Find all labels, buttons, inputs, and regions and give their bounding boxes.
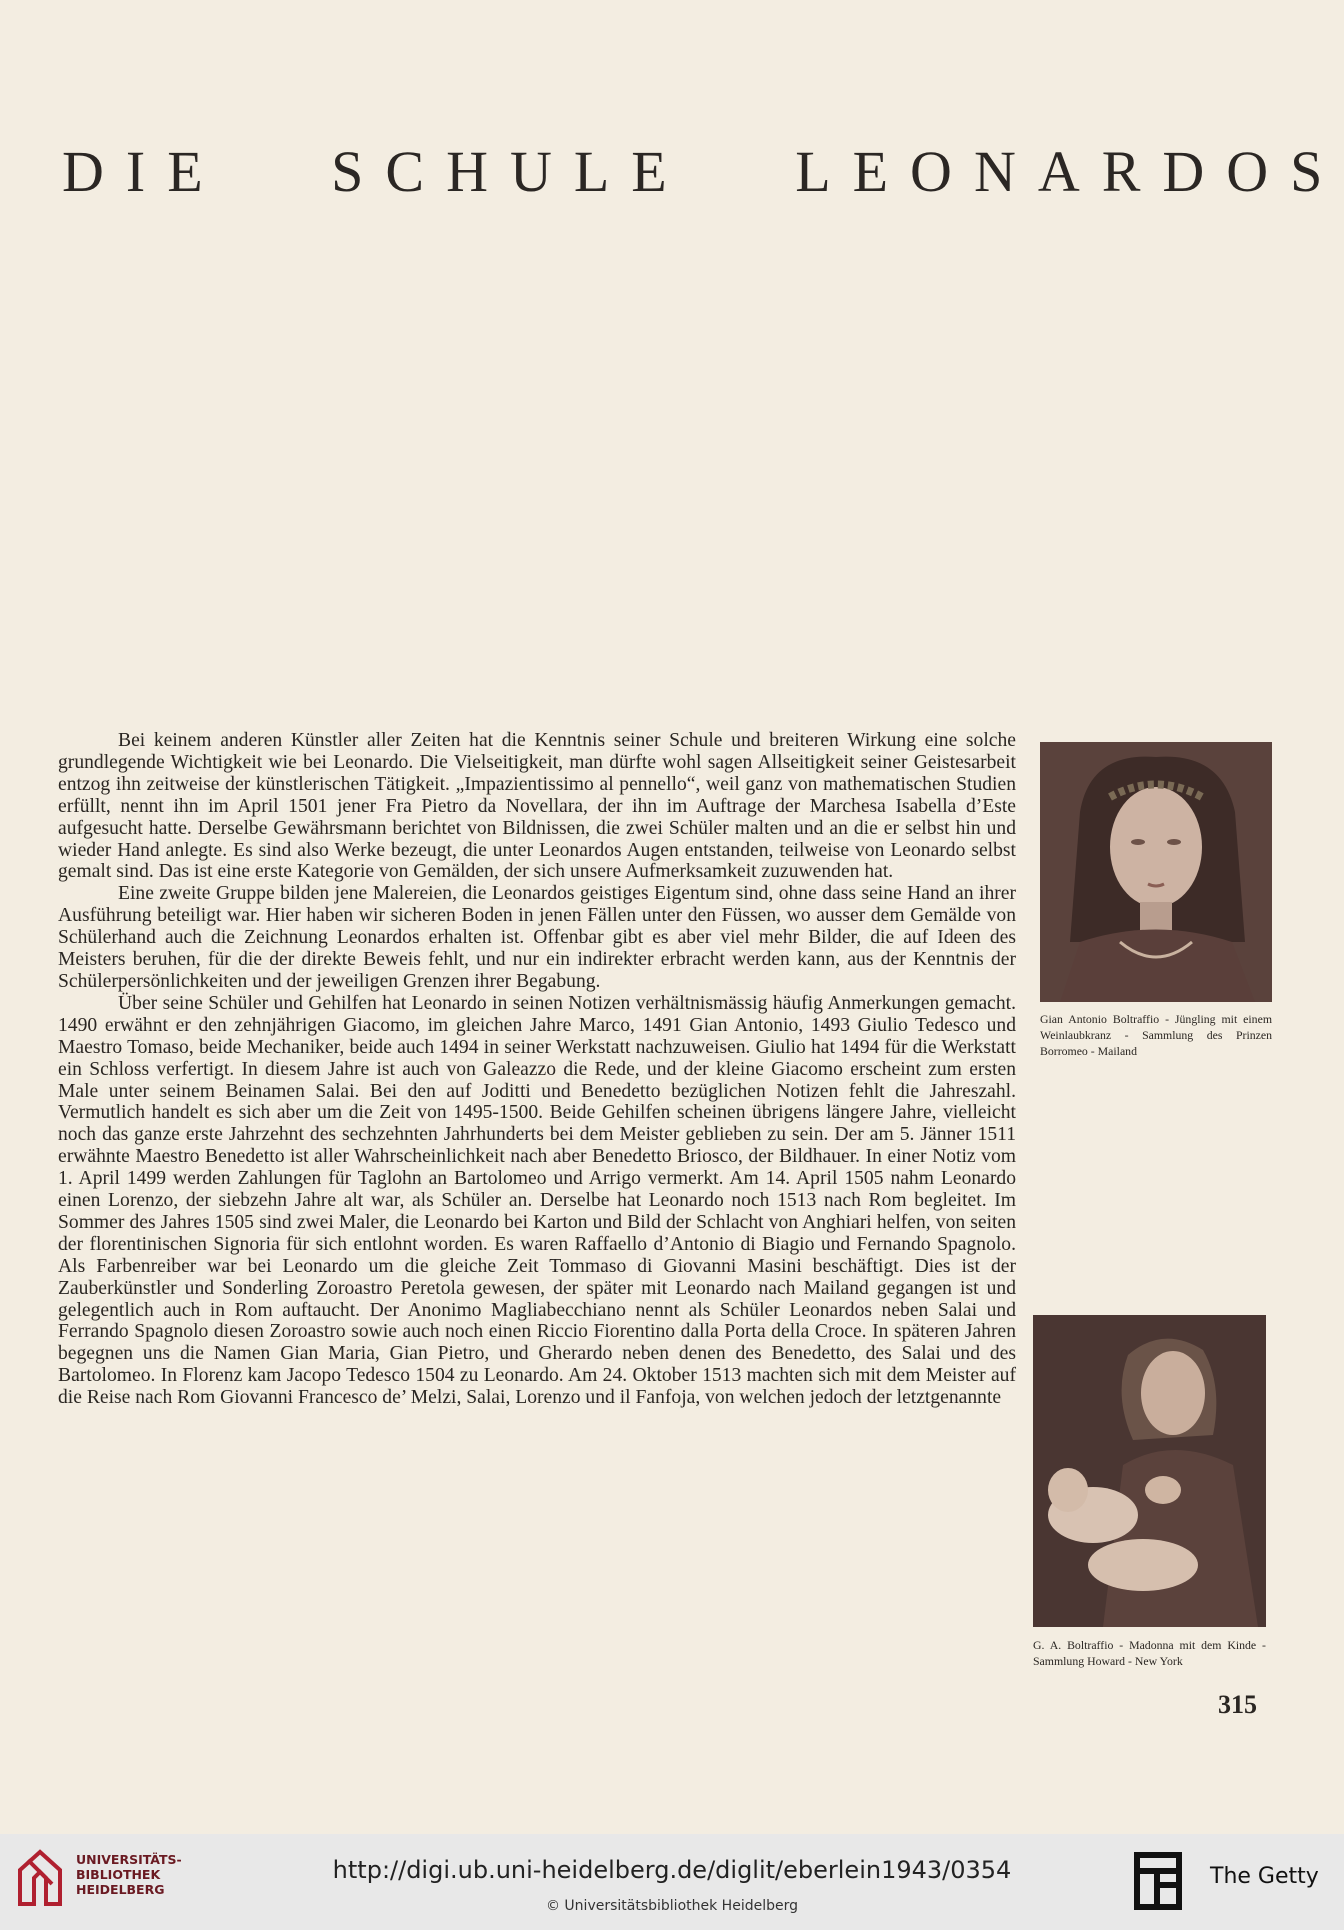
page-title: DIE SCHULE LEONARDOS <box>62 139 1344 204</box>
body-text <box>58 730 1016 1409</box>
partner-name: The Getty <box>1210 1864 1319 1889</box>
page-number: 315 <box>1218 1690 1257 1719</box>
figure-caption: G. A. Boltraffio - Madonna mit dem Kinde - Sammlung Howard - New York <box>1033 1638 1266 1668</box>
getty-logo-icon <box>1132 1850 1184 1912</box>
paragraph: Eine zweite Gruppe bilden jene Malereien, die Leonardos geistiges Eigentum sind, ohne dass seine Hand an ihrer Ausführung beteiligt war. Hier haben wir sicheren Boden in jenen Fällen unter den Füssen, wo ausser dem Gemälde von Schülerhand auch die Zeichnung Leonardos erhalten ist. Offenbar gibt es aber viel mehr Bilder, die auf Ideen des Meisters beruhen, für die der direkte Beweis fehlt, und nur ein indirekter erbracht werden kann, aus der Kenntnis der Schülerpersönlichkeiten und der jeweiligen Grenzen ihrer Begabung. <box>58 883 1016 992</box>
paragraph: Über seine Schüler und Gehilfen hat Leonardo in seinen Notizen verhältnismässig häufig Anmerkungen gemacht. 1490 erwähnt er den zehnjährigen Giacomo, im gleichen Jahre Marco, 1491 Gian Antonio, 1493 Giulio Tedesco und Maestro Tomaso, beide Mechaniker, beide auch 1494 in seiner Werkstatt nachzuweisen. Giulio hat 1494 für die Werkstatt ein Schloss verfertigt. In diesem Jahre ist auch von Galeazzo die Rede, und der kleine Giacomo erscheint zum ersten Male unter seinem Beinamen Salai. Bei den auf Joditti und Benedetto bezüglichen Notizen fehlt die Jahreszahl. Vermutlich handelt es sich aber um die Zeit von 1495-1500. Beide Gehilfen scheinen übrigens längere Jahre, vielleicht noch das ganze erste Jahrzehnt des sechzehnten Jahrhunderts bei dem Meister geblieben zu sein. Der am 5. Jänner 1511 erwähnte Maestro Benedetto ist aller Wahrscheinlichkeit nach aber Benedetto Briosco, der Bildhauer. In einer Notiz vom 1. April 1499 werden Zahlungen für Taglohn an Bartolomeo und Arrigo vermerkt. Am 14. April 1505 nahm Leonardo einen Lorenzo, der siebzehn Jahre alt war, als Schüler an. Derselbe hat Leonardo noch 1513 nach Rom begleitet. Im Sommer des Jahres 1505 sind zwei Maler, die Leonardo bei Karton und Bild der Schlacht von Anghiari helfen, von seiten der florentinischen Signoria für sich entlohnt worden. Es waren Raffaello d’Antonio di Biagio und Fernando Spagnolo. Als Farbenreiber war bei Leonardo um die gleiche Zeit Tommaso di Giovanni Masini beschäftigt. Dies ist der Zauberkünstler und Sonderling Zoroastro Peretola gewesen, der später mit Leonardo nach Mailand gegangen ist und gelegentlich auch in Rom auftaucht. Der Anonimo Magliabecchiano nennt als Schüler Leonardos neben Salai und Ferrando Spagnolo diesen Zoroastro sowie auch noch einen Riccio Fiorentino dalla Porta della Croce. In späteren Jahren begegnen uns die Namen Gian Maria, Gian Pietro, und Gherardo neben denen des Benedetto, des Salai und des Bartolomeo. In Florenz kam Jacopo Tedesco 1504 zu Leonardo. Am 24. Oktober 1513 machten sich mit dem Meister auf die Reise nach Rom Giovanni Francesco de’ Melzi, Salai, Lorenzo und il Fanfoja, von welchen jedoch der letztgenannte <box>58 992 1016 1409</box>
figure-caption: Gian Antonio Boltraffio - Jüngling mit einem Weinlaubkranz - Sammlung des Prinzen Borromeo - Mailand <box>1040 1012 1272 1058</box>
permalink-url[interactable]: http://digi.ub.uni-heidelberg.de/diglit/eberlein1943/0354 <box>332 1856 1012 1884</box>
university-library-name: UNIVERSITÄTS- BIBLIOTHEK HEIDELBERG <box>76 1852 182 1897</box>
portrait-illustration <box>1040 742 1272 1002</box>
madonna-illustration <box>1033 1315 1266 1627</box>
footer-bar <box>0 1834 1344 1930</box>
figure-youth-portrait <box>1040 742 1272 1002</box>
figure-madonna <box>1033 1315 1266 1627</box>
copyright-notice: © Universitätsbibliothek Heidelberg <box>545 1898 798 1914</box>
paragraph: Bei keinem anderen Künstler aller Zeiten hat die Kenntnis seiner Schule und breiteren Wirkung eine solche grundlegende Wichtigkeit wie bei Leonardo. Die Vielseitigkeit, man dürfte wohl sagen Allseitigkeit seiner Geistesarbeit entzog ihn zeitweise der künstlerischen Tätigkeit. „Impazientissimo al pennello“, weil ganz von mathematischen Studien erfüllt, nennt ihn im April 1501 jener Fra Pietro da Novellara, der ihn im Auftrage der Marchesa Isabella d’Este aufgesucht hatte. Derselbe Gewährsmann berichtet von Bildnissen, die zwei Schüler malten und an die er selbst hin und wieder Hand anlegte. Es sind also Werke bezeugt, die unter Leonardos Augen entstanden, teilweise von Leonardo selbst gemalt sind. Das ist eine erste Kategorie von Gemälden, der sich unsere Aufmerksamkeit zuzuwenden hat. <box>58 730 1016 883</box>
